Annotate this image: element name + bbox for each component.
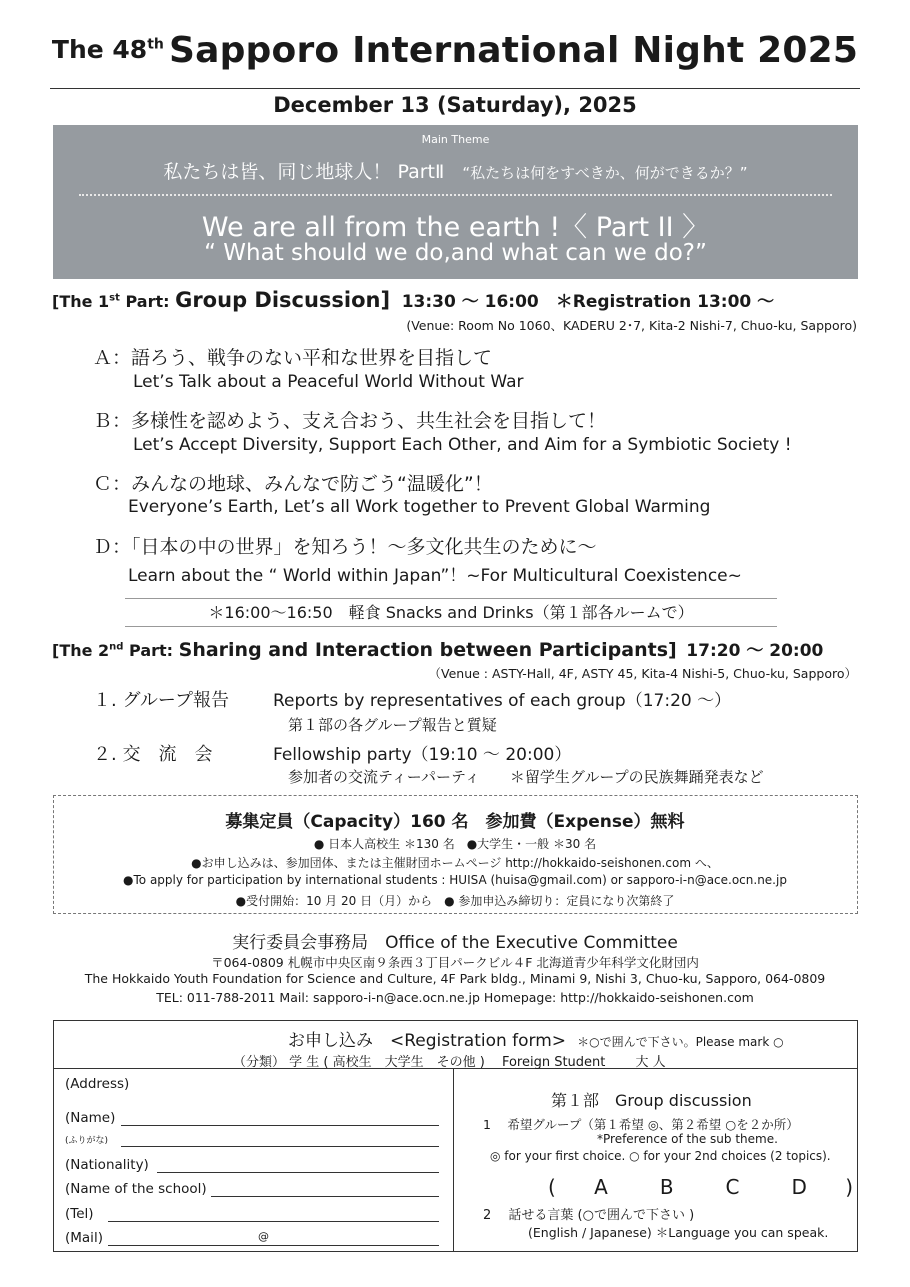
theme-en-quote: “ What should we do,and what can we do?” [204,240,707,266]
edition-label: The 48th [51,35,164,64]
theme-banner [53,125,858,279]
event-date: December 13 (Saturday), 2025 [273,93,637,117]
preference-note-2: ◎ for your first choice. ○ for your 2nd choices (2 topics). [490,1149,831,1163]
name-label: (Name) [65,1110,116,1126]
theme-en-main: We are all from the earth !〈 Part II 〉 [201,212,710,243]
topic-c-jp: Ｃ：みんなの地球、みんなで防ごう“温暖化”！ [93,473,493,495]
mail-at-sign: @ [258,1230,269,1243]
apply-jp-line: ●お申し込みは、参加団体、または主催財団ホームページ http://hokkaido-seishonen.com へ、 [191,856,719,870]
preference-note-1: *Preference of the sub theme. [597,1132,778,1146]
part2-venue: （Venue : ASTY-Hall, 4F, ASTY 45, Kita-4 Nishi-5, Chuo-ku, Sapporo） [428,666,857,681]
group-choices[interactable]: ( A B C D ) [548,1175,858,1199]
mail-label: (Mail) [65,1230,103,1246]
mail-field[interactable] [108,1245,439,1246]
page-title [0,30,910,71]
part2-name: Sharing and Interaction between Participants] [178,639,677,661]
tel-label: (Tel) [65,1206,94,1222]
part2-item-1: １. グループ報告 [93,690,230,711]
breakdown-line: ● 日本人高校生 ＊130 名 ●大学生・一般 ＊30 名 [313,837,597,851]
topic-c-en: Everyone’s Earth, Let’s all Work together to Prevent Global Warming [128,497,711,517]
office-contact: TEL: 011-788-2011 Mail: sapporo-i-n@ace.ocn.ne.jp Homepage: http://hokkaido-seishonen.com [156,990,754,1005]
title-rule [50,88,860,89]
topic-b-jp: Ｂ：多様性を認めよう、支え合おう、共生社会を目指して！ [93,410,607,432]
furigana-label: (ふりがな) [65,1136,109,1146]
part1-time: 13:30 ～ 16:00 ＊Registration 13:00 ～ [401,292,775,312]
topic-a-jp: Ａ：語ろう、戦争のない平和な世界を目指して [93,347,493,369]
part2-heading: [The 2nd Part: Sharing and Interaction between Participants] 17:20 ～ 20:00 [52,639,824,661]
theme-jp: 私たちは皆、同じ地球人！ PartⅡ “私たちは何をすべきか、何ができるか？” [163,161,748,183]
furigana-field[interactable] [121,1146,439,1147]
apply-en-line: ●To apply for participation by international students : HUISA (huisa@gmail.com) or sapporo-i-n@ace.ocn.ne.jp [123,873,787,887]
school-field[interactable] [211,1196,439,1197]
theme-label: Main Theme [421,133,490,146]
part2-item-2-sub: 参加者の交流ティーパーティ ＊留学生グループの民族舞踊発表など [288,768,764,786]
group-discussion-heading: 第１部 Group discussion [551,1091,752,1110]
nationality-label: (Nationality) [65,1157,149,1173]
part2-item-1-sub: 第１部の各グループ報告と質疑 [288,716,497,734]
form-title-row [288,1026,784,1051]
language-question: 2 話せる言葉 (○で囲んで下さい ) [483,1208,695,1223]
part1-heading: [The 1st Part: Group Discussion] 13:30 ～ 16:00 ＊Registration 13:00 ～ [52,288,775,312]
part1-venue: (Venue: Room No 1060、KADERU 2･7, Kita-2 Nishi-7, Chuo-ku, Sapporo) [406,318,857,333]
school-label: (Name of the school) [65,1181,207,1197]
office-title: 実行委員会事務局 Office of the Executive Committee [232,933,678,953]
part2-item-2: ２. 交 流 会 [93,744,213,765]
period-line: ●受付開始：10 月 20 日（月）から ● 参加申込み締切り：定員になり次第終了 [235,894,675,908]
part1-name: Group Discussion] [175,288,391,312]
topic-b-en: Let’s Accept Diversity, Support Each Other, and Aim for a Symbiotic Society ! [133,435,792,455]
name-field[interactable] [121,1125,439,1126]
part2-item-1-en: Reports by representatives of each group（17:20 ～） [273,691,732,711]
address-label: (Address) [65,1076,130,1092]
snack-notice: ＊16:00～16:50 軽食 Snacks and Drinks（第１部各ルームで） [125,598,777,627]
theme-divider [79,194,832,196]
form-category[interactable]: （分類） 学 生 ( 高校生 大学生 その他 ) Foreign Student 大 人 [233,1055,666,1070]
part2-time: 17:20 ～ 20:00 [686,641,824,661]
event-title: Sapporo International Night 2025 [168,30,859,71]
nationality-field[interactable] [157,1172,439,1173]
form-column-divider [453,1068,454,1252]
part2-item-2-en: Fellowship party（19:10 ～ 20:00） [273,745,572,765]
form-title-note: ＊○で囲んで下さい。Please mark ○ [577,1035,784,1049]
topic-d-jp: Ｄ：「日本の中の世界」を知ろう！～多文化共生のために～ [93,536,597,558]
capacity-line: 募集定員（Capacity）160 名 参加費（Expense）無料 [225,812,685,832]
tel-field[interactable] [108,1221,439,1222]
language-options[interactable]: (English / Japanese) ＊Language you can speak. [528,1225,829,1240]
topic-a-en: Let’s Talk about a Peaceful World Without War [133,372,524,392]
topic-d-en: Learn about the “ World within Japan”！~For Multicultural Coexistence~ [128,566,742,586]
preference-question: 1 希望グループ（第１希望 ◎、第２希望 ○を２か所） [483,1117,799,1132]
office-addr-jp: 〒064-0809 札幌市中央区南９条西３丁目パークビル４F 北海道青少年科学文化財団内 [211,955,699,970]
form-title: お申し込み <Registration form> [288,1031,567,1051]
office-addr-en: The Hokkaido Youth Foundation for Science and Culture, 4F Park bldg., Minami 9, Nishi 3, Chuo-ku, Sapporo, 064-0809 [84,971,826,986]
